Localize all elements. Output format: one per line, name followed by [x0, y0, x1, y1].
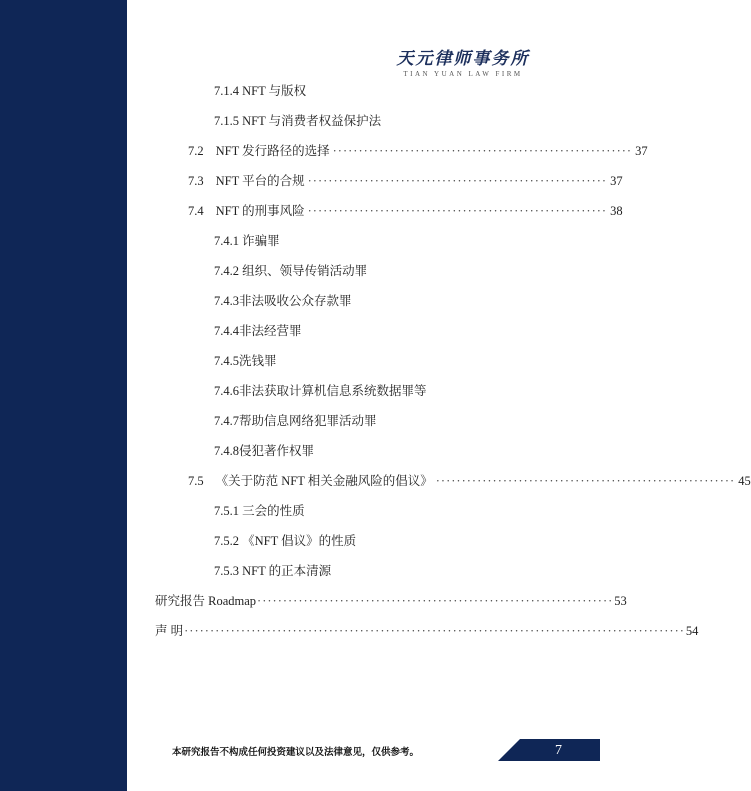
toc-entry[interactable]: [214, 353, 277, 369]
toc-leader: ··························································: [332, 144, 633, 158]
logo-chinese: 天元律师事务所: [396, 49, 530, 68]
toc-entry[interactable]: [188, 473, 751, 489]
toc-title: 三会的性质: [242, 504, 305, 518]
toc-entry[interactable]: [214, 263, 367, 279]
toc-entry-roadmap[interactable]: [155, 593, 627, 609]
toc-title: 侵犯著作权罪: [239, 444, 315, 458]
page-number: 7: [555, 743, 562, 758]
toc-title: NFT 的正本清源: [242, 564, 332, 578]
toc-title: 帮助信息网络犯罪活动罪: [239, 414, 377, 428]
toc-leader: ··························································: [307, 174, 608, 188]
toc-num: 7.4.1: [214, 234, 239, 248]
toc-num: 7.5.3: [214, 564, 239, 578]
toc-page: 54: [685, 624, 699, 638]
toc-page: 37: [610, 174, 623, 188]
toc-num: 7.5.2: [214, 534, 239, 548]
toc-entry[interactable]: [214, 233, 280, 249]
toc-num: 7.4.7: [214, 414, 239, 428]
toc-title: 非法获取计算机信息系统数据罪等: [239, 384, 427, 398]
page-number-tab: [498, 739, 600, 761]
toc-title: 洗钱罪: [239, 354, 277, 368]
disclaimer-note: 本研究报告不构成任何投资建议以及法律意见，仅供参考。: [172, 747, 420, 758]
toc-entry[interactable]: [214, 83, 306, 99]
toc-num: 7.5: [188, 474, 204, 488]
toc-entry[interactable]: [214, 443, 314, 459]
toc-num: 7.1.4: [214, 84, 239, 98]
toc-num: 7.4.3: [214, 294, 239, 308]
toc-title: 声 明: [155, 624, 184, 638]
toc-entry[interactable]: [214, 383, 427, 399]
firm-logo: [388, 44, 538, 78]
toc-num: 7.4: [188, 204, 204, 218]
toc-page: 37: [635, 144, 648, 158]
toc-leader: ·····································································: [257, 594, 614, 608]
toc-title: NFT 与版权: [242, 84, 307, 98]
toc-entry[interactable]: [214, 293, 352, 309]
toc-title: NFT 的刑事风险: [215, 204, 305, 218]
toc-leader: ··························································: [435, 474, 736, 488]
toc-num: 7.4.6: [214, 384, 239, 398]
toc-num: 7.3: [188, 174, 204, 188]
toc-entry[interactable]: [188, 203, 623, 219]
toc-entry[interactable]: [214, 503, 305, 519]
toc-num: 7.4.8: [214, 444, 239, 458]
toc-entry[interactable]: [214, 413, 377, 429]
logo-english: TIAN YUAN LAW FIRM: [403, 70, 523, 78]
toc-page: 38: [610, 204, 623, 218]
toc-leader: ··························································: [307, 204, 608, 218]
toc-entry[interactable]: [214, 533, 356, 549]
toc-title: 非法经营罪: [239, 324, 302, 338]
toc-title: 研究报告 Roadmap: [155, 594, 257, 608]
toc-entry-statement[interactable]: [155, 623, 699, 639]
toc-num: 7.4.2: [214, 264, 239, 278]
toc-entry[interactable]: [188, 143, 648, 159]
toc-page: 53: [614, 594, 627, 608]
toc-entry[interactable]: [214, 113, 381, 129]
toc-title: 《关于防范 NFT 相关金融风险的倡议》: [215, 474, 433, 488]
toc-title: 诈骗罪: [242, 234, 280, 248]
toc-num: 7.4.5: [214, 354, 239, 368]
toc-title: 《NFT 倡议》的性质: [242, 534, 357, 548]
toc-num: 7.2: [188, 144, 204, 158]
sidebar-band: [0, 0, 127, 791]
toc-leader: ·································································································: [184, 624, 685, 638]
toc-title: 组织、领导传销活动罪: [242, 264, 368, 278]
toc-title: NFT 发行路径的选择: [215, 144, 330, 158]
toc-title: 非法吸收公众存款罪: [239, 294, 352, 308]
toc-num: 7.4.4: [214, 324, 239, 338]
toc-entry[interactable]: [214, 563, 331, 579]
toc-num: 7.1.5: [214, 114, 239, 128]
toc-entry[interactable]: [214, 323, 302, 339]
toc-title: NFT 与消费者权益保护法: [242, 114, 382, 128]
toc-num: 7.5.1: [214, 504, 239, 518]
toc-title: NFT 平台的合规: [215, 174, 305, 188]
toc-page: 45: [738, 474, 751, 488]
toc-entry[interactable]: [188, 173, 623, 189]
